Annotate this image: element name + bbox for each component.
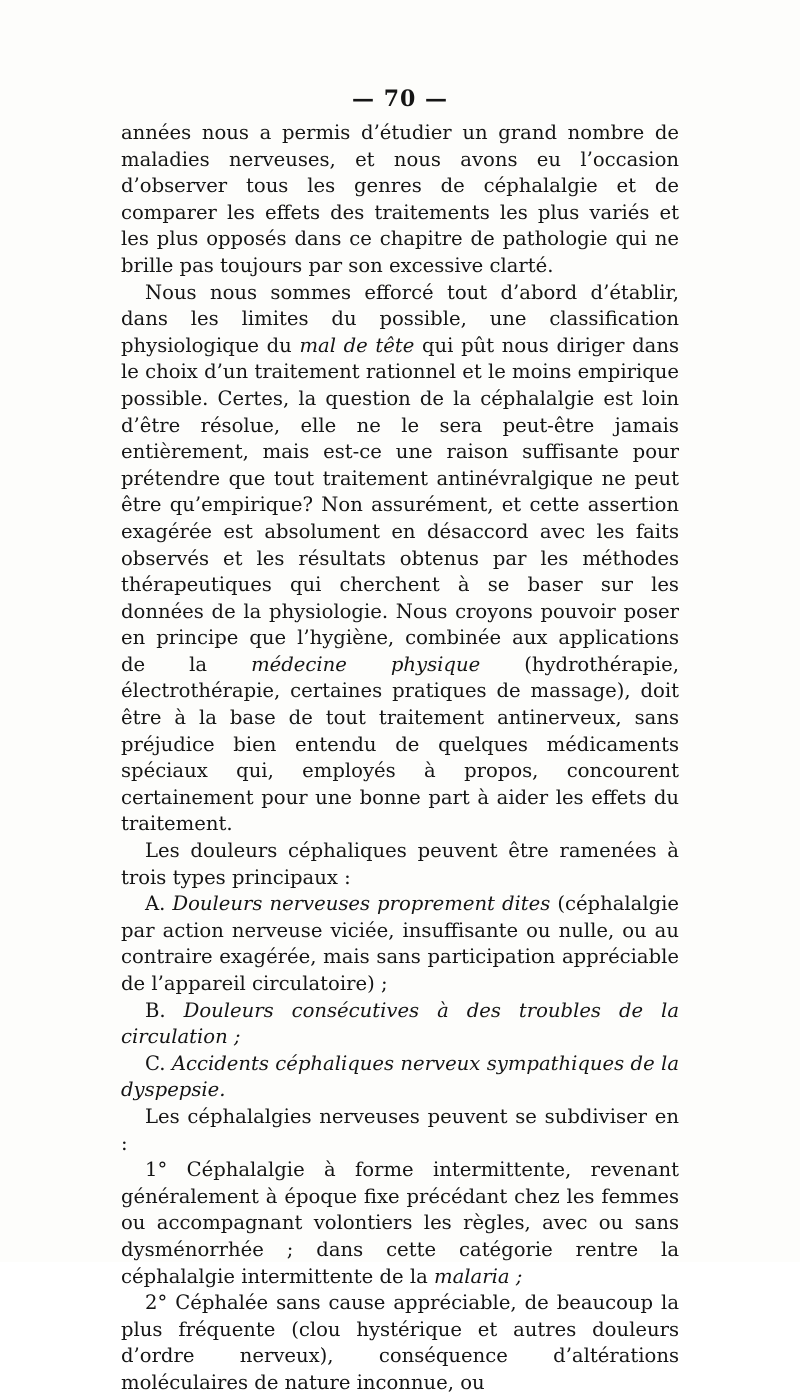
paragraph-2-part-3: (hydrothérapie, électrothérapie, certaines pratiques de massage), doit être à la base de tout traitement antinerveux, sans préjudice bien entendu de quelques médicaments spéciaux qui, employés à propos, concourent certainement pour une bonne part à aider les effets du traitement. bbox=[121, 652, 679, 836]
paragraph-2-part-2: qui pût nous diriger dans le choix d’un traitement rationnel et le moins empirique possible. Certes, la question de la céphalalgie est loin d’être résolue, elle ne le sera peut-être jamais entièrement, mais est-ce une raison suffisante pour prétendre que tout traitement antinévralgique ne peut être qu’empirique? Non assurément, et cette assertion exagérée est absolument en désaccord avec les faits observés et les résultats obtenus par les méthodes thérapeutiques qui cherchent à se baser sur les données de la physiologie. Nous croyons pouvoir poser en principe que l’hygiène, combinée aux applications de la bbox=[121, 333, 680, 676]
item-b bbox=[121, 998, 679, 1051]
item-a-label: A. bbox=[145, 892, 173, 916]
body-text bbox=[121, 120, 679, 1397]
item-b-title: Douleurs consécutives à des troubles de la circulation ; bbox=[121, 998, 680, 1049]
item-2: 2° Céphalée sans cause appréciable, de beaucoup la plus fréquente (clou hystérique et autres douleurs d’ordre nerveux), conséquence d’altérations moléculaires de nature inconnue, ou bbox=[121, 1291, 679, 1394]
paragraph-2-part-1: Nous nous sommes efforcé tout d’abord d’établir, dans les limites du possible, une classification physiologique du bbox=[121, 280, 679, 357]
item-c-title: Accidents céphaliques nerveux sympathiques de la dyspepsie. bbox=[121, 1051, 680, 1102]
item-1-italic: malaria ; bbox=[434, 1264, 523, 1288]
item-c-label: C. bbox=[145, 1051, 172, 1075]
item-1-text: 1° Céphalalgie à forme intermittente, revenant généralement à époque fixe précédant chez les femmes ou accompagnant volontiers les règles, avec ou sans dysménorrhée ; dans cette catégorie rentre la céphalalgie intermittente de la bbox=[121, 1158, 679, 1288]
paragraph-2 bbox=[121, 280, 679, 838]
item-a-text: (céphalalgie par action nerveuse viciée, insuffisante ou nulle, ou au contraire exagérée, mais sans participation appréciable de l’appareil circulatoire) ; bbox=[121, 892, 679, 995]
item-c bbox=[121, 1051, 679, 1104]
item-1 bbox=[121, 1157, 679, 1290]
paragraph-2-italic-2: médecine physique bbox=[251, 652, 481, 676]
item-a bbox=[121, 891, 679, 997]
paragraph-3: Les douleurs céphaliques peuvent être ramenées à trois types principaux : bbox=[121, 839, 679, 889]
paragraph-1: années nous a permis d’étudier un grand nombre de maladies nerveuses, et nous avons eu l’occasion d’observer tous les genres de céphalalgie et de comparer les effets des traitements les plus variés et les plus opposés dans ce chapitre de pathologie qui ne brille pas toujours par son excessive clarté. bbox=[121, 121, 679, 277]
paragraph-2-italic-1: mal de tête bbox=[299, 333, 415, 357]
paragraph-4: Les céphalalgies nerveuses peuvent se subdiviser en : bbox=[121, 1104, 679, 1155]
item-b-label: B. bbox=[145, 998, 184, 1022]
page-number: — 70 — bbox=[352, 86, 448, 112]
item-a-title: Douleurs nerveuses proprement dites bbox=[172, 892, 551, 916]
